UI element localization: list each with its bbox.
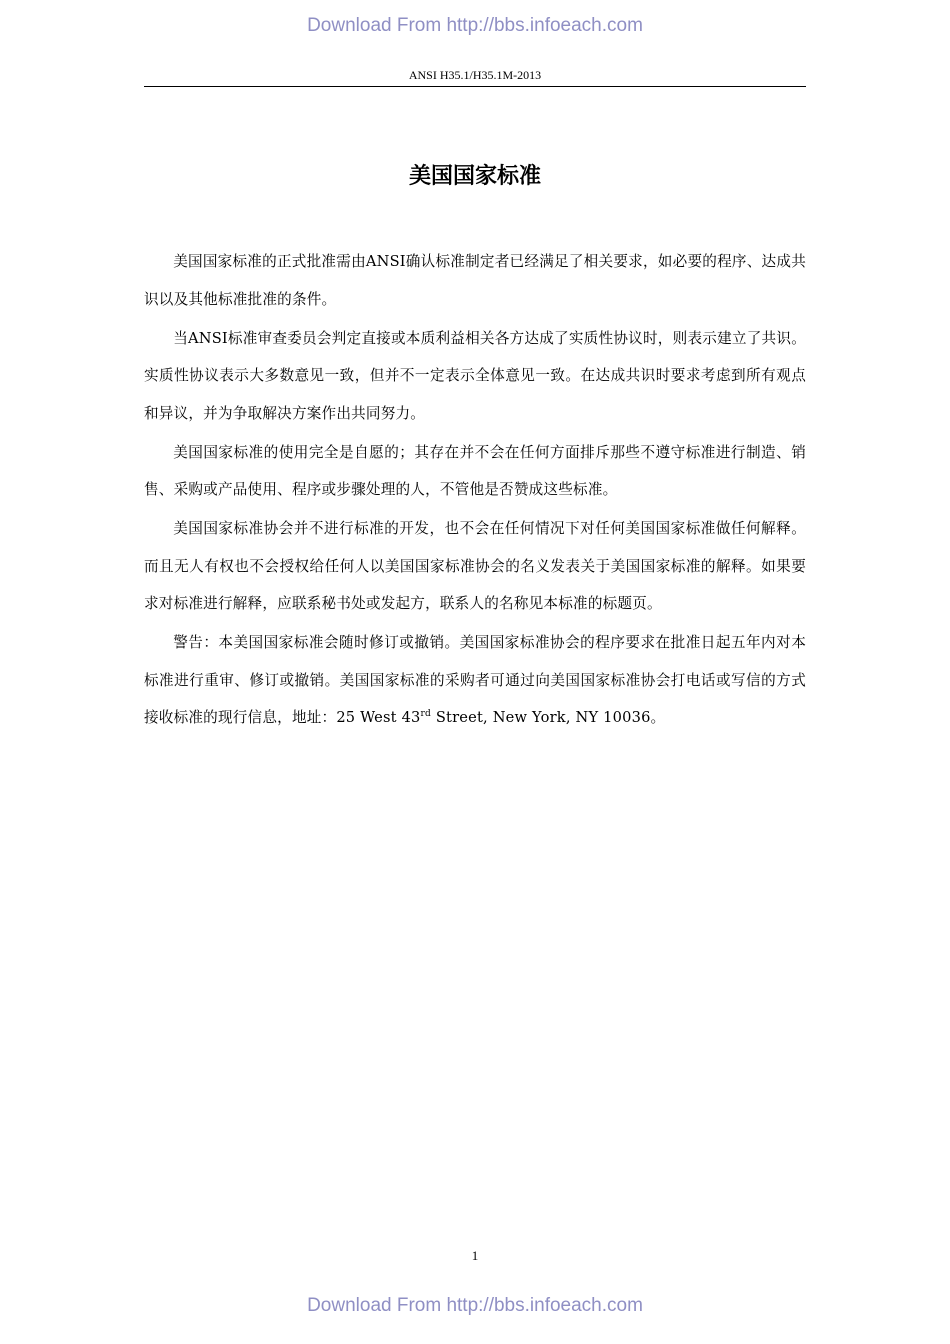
watermark-bottom: Download From http://bbs.infoeach.com	[307, 1295, 643, 1316]
paragraph-consensus: 当ANSI标准审查委员会判定直接或本质利益相关各方达成了实质性协议时，则表示建立了共识。实质性协议表示大多数意见一致，但并不一定表示全体意见一致。在达成共识时要求考虑到所有观点和异议，并为争取解决方案作出共同努力。	[144, 329, 806, 422]
paragraph-interpretation: 美国国家标准协会并不进行标准的开发，也不会在任何情况下对任何美国国家标准做任何解释。而且无人有权也不会授权给任何人以美国国家标准协会的名义发表关于美国国家标准的解释。如果要求对标准进行解释，应联系秘书处或发起方，联系人的名称见本标准的标题页。	[144, 520, 806, 612]
paragraph-approval: 美国国家标准的正式批准需由ANSI确认标准制定者已经满足了相关要求，如必要的程序、达成共识以及其他标准批准的条件。	[144, 253, 806, 308]
page-number: 1	[471, 1248, 479, 1263]
warning-text: 警告：本美国国家标准会随时修订或撤销。美国国家标准协会的程序要求在批准日起五年内对本标准进行重审、修订或撤销。美国国家标准的采购者可通过向美国国家标准协会打电话或写信的方式接收标准的现行信息，地址：25 West 43	[144, 634, 806, 726]
ordinal-suffix: rd	[420, 709, 432, 720]
paragraph-voluntary-use: 美国国家标准的使用完全是自愿的；其存在并不会在任何方面排斥那些不遵守标准进行制造、销售、采购或产品使用、程序或步骤处理的人，不管他是否赞成这些标准。	[144, 443, 806, 498]
running-header: ANSI H35.1/H35.1M-2013	[408, 68, 542, 82]
address-text: Street, New York, NY 10036。	[431, 709, 666, 726]
header-rule	[144, 86, 806, 87]
paragraph-warning	[144, 624, 806, 737]
body-text	[144, 243, 806, 738]
page-title: 美国国家标准	[408, 164, 541, 189]
watermark-top: Download From http://bbs.infoeach.com	[307, 15, 643, 36]
